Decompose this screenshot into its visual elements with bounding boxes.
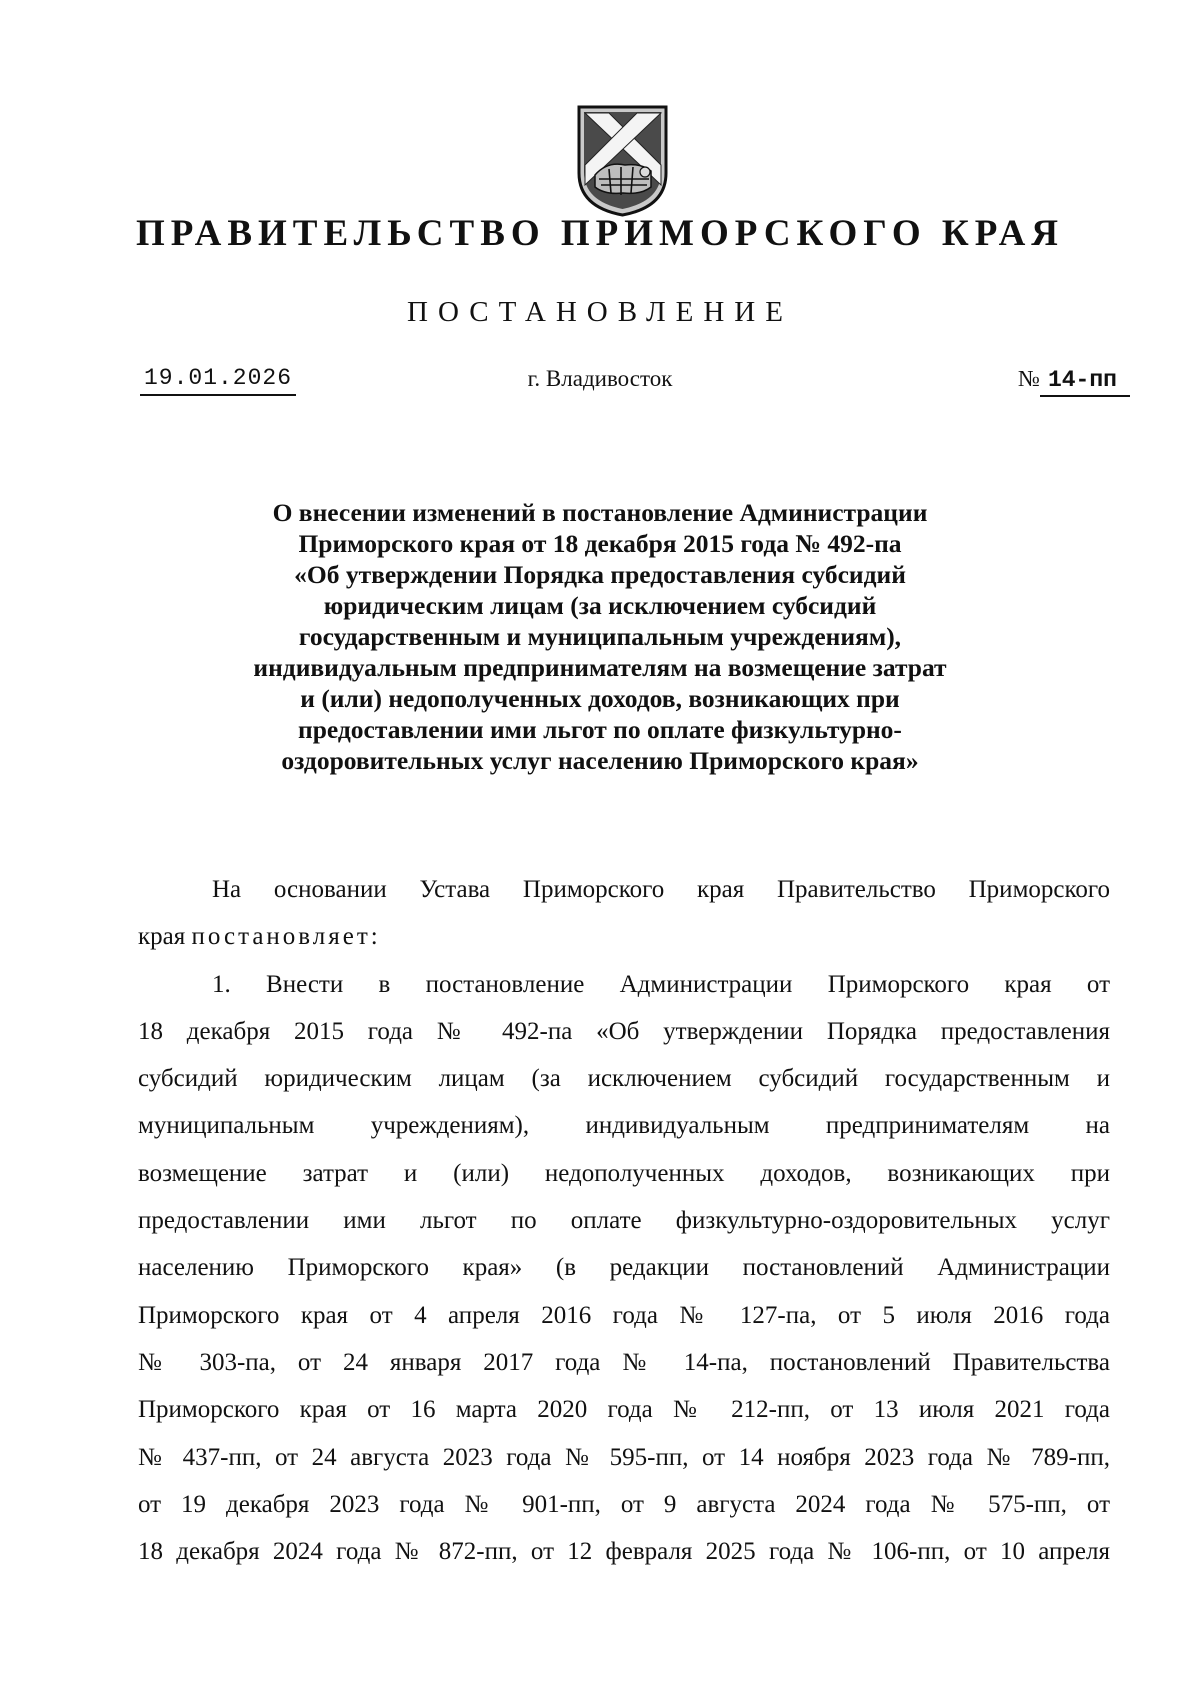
preamble-text: края — [138, 923, 186, 951]
subject-line: индивидуальным предпринимателям на возмещение затрат — [253, 653, 947, 682]
body-line: 18 декабря 2015 года № 492-па «Об утверждении Порядка предоставления — [138, 1017, 1110, 1045]
document-type-title: ПОСТАНОВЛЕНИЕ — [407, 296, 793, 328]
body-line: Приморского края от 16 марта 2020 года № 212-пп, от 13 июля 2021 года — [138, 1396, 1110, 1424]
body-line: Приморского края от 4 апреля 2016 года № 127-па, от 5 июля 2016 года — [138, 1301, 1110, 1329]
subject-line: и (или) недополученных доходов, возникающих при — [300, 684, 900, 713]
document-date: 19.01.2026 — [140, 365, 296, 396]
number-prefix: № — [1018, 366, 1040, 391]
body-line: 18 декабря 2024 года № 872-пп, от 12 февраля 2025 года № 106-пп, от 10 апреля — [138, 1538, 1110, 1566]
coat-of-arms-emblem — [575, 103, 670, 218]
body-line: предоставлении ими льгот по оплате физкультурно-оздоровительных услуг — [138, 1207, 1110, 1235]
body-line: № 437-пп, от 24 августа 2023 года № 595-пп, от 14 ноября 2023 года № 789-пп, — [138, 1443, 1110, 1471]
body-line: субсидий юридическим лицам (за исключением субсидий государственным и — [138, 1065, 1110, 1093]
document-body — [138, 866, 1110, 1575]
preamble-line: На основании Устава Приморского края Правительство Приморского — [212, 876, 1110, 903]
body-line: возмещение затрат и (или) недополученных доходов, возникающих при — [138, 1159, 1110, 1187]
body-line: муниципальным учреждениям), индивидуальным предпринимателям на — [138, 1112, 1110, 1140]
document-subject-heading — [160, 497, 1040, 776]
subject-line: юридическим лицам (за исключением субсидий — [323, 591, 877, 620]
subject-line: Приморского края от 18 декабря 2015 года № 492-па — [298, 529, 902, 558]
body-line: от 19 декабря 2023 года № 901-пп, от 9 августа 2024 года № 575-пп, от — [138, 1490, 1110, 1518]
government-title: ПРАВИТЕЛЬСТВО ПРИМОРСКОГО КРАЯ — [135, 213, 1065, 254]
number-value: 14-пп — [1040, 367, 1130, 397]
document-number — [1018, 366, 1130, 397]
subject-line: оздоровительных услуг населению Приморского края» — [281, 746, 919, 775]
subject-line: предоставлении ими льгот по оплате физкультурно- — [298, 715, 902, 744]
body-line: населению Приморского края» (в редакции постановлений Администрации — [138, 1254, 1110, 1282]
body-line: 1. Внести в постановление Администрации Приморского края от — [212, 970, 1110, 998]
body-line: № 303-па, от 24 января 2017 года № 14-па, постановлений Правительства — [138, 1348, 1110, 1376]
document-city: г. Владивосток — [527, 366, 673, 391]
subject-line: государственным и муниципальным учреждениям), — [298, 622, 902, 651]
subject-line: «Об утверждении Порядка предоставления субсидий — [294, 560, 906, 589]
preamble-line — [138, 913, 1110, 960]
subject-line: О внесении изменений в постановление Администрации — [272, 498, 928, 527]
resolution-verb: постановляет: — [191, 923, 381, 951]
